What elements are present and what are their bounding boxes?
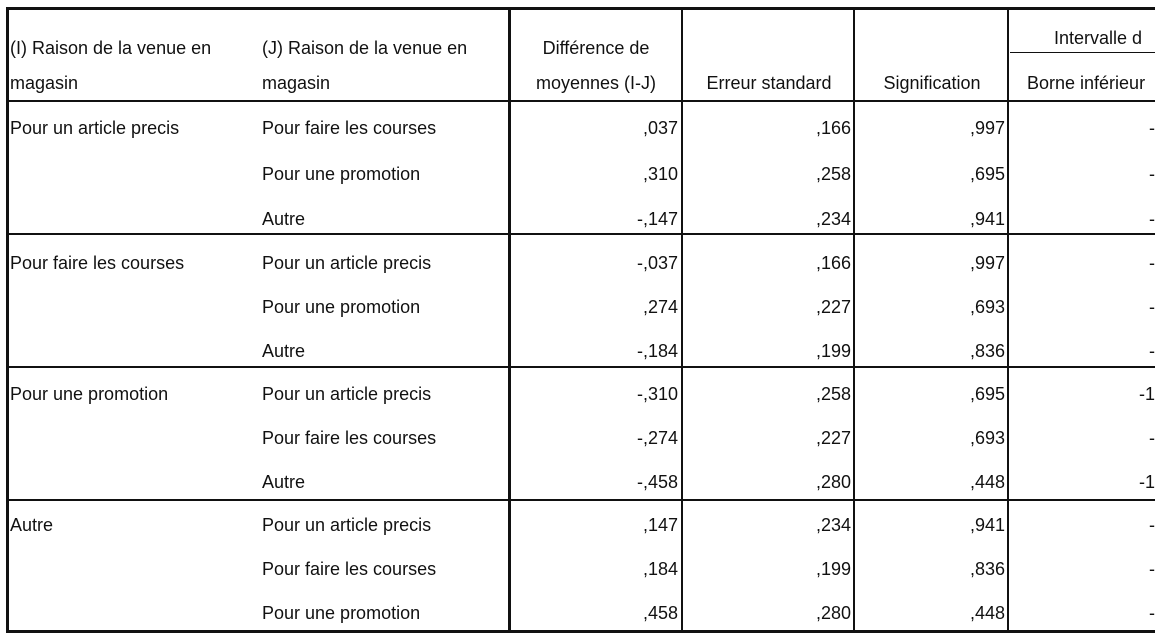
cell-lower: - <box>1149 209 1155 229</box>
cell-sig: ,836 <box>969 559 1005 579</box>
cell-se: ,227 <box>815 428 851 448</box>
header-j-line2: magasin <box>262 73 331 93</box>
cell-diff: ,147 <box>642 515 678 535</box>
cell-lower: - <box>1149 603 1155 623</box>
cell-diff: ,037 <box>642 118 678 138</box>
cell-j: Pour une promotion <box>262 164 421 184</box>
cell-j: Autre <box>262 472 306 492</box>
cell-j: Pour faire les courses <box>262 428 437 448</box>
cell-se: ,166 <box>815 118 851 138</box>
cell-sig: ,693 <box>969 428 1005 448</box>
cell-diff: -,147 <box>636 209 678 229</box>
group-label: Pour faire les courses <box>10 253 185 273</box>
header-i-line2: magasin <box>10 73 79 93</box>
group-label: Pour une promotion <box>10 384 169 404</box>
cell-diff: ,274 <box>642 297 678 317</box>
cell-diff: ,458 <box>642 603 678 623</box>
cell-se: ,258 <box>815 384 851 404</box>
cell-j: Pour une promotion <box>262 603 421 623</box>
cell-se: ,234 <box>815 209 851 229</box>
cell-diff: -,458 <box>636 472 678 492</box>
col-divider-se <box>681 7 683 633</box>
cell-sig: ,941 <box>969 209 1005 229</box>
cell-sig: ,941 <box>969 515 1005 535</box>
cell-se: ,258 <box>815 164 851 184</box>
cell-sig: ,695 <box>969 384 1005 404</box>
cell-j: Pour une promotion <box>262 297 421 317</box>
header-sig: Signification <box>883 73 981 93</box>
cell-j: Autre <box>262 209 306 229</box>
cell-diff: ,310 <box>642 164 678 184</box>
group-label: Autre <box>10 515 54 535</box>
cell-j: Pour un article precis <box>262 515 432 535</box>
cell-diff: -,274 <box>636 428 678 448</box>
header-rule <box>6 100 1155 102</box>
cell-se: ,280 <box>815 472 851 492</box>
cell-diff: -,184 <box>636 341 678 361</box>
cell-se: ,280 <box>815 603 851 623</box>
ci-divider <box>1010 52 1155 53</box>
cell-sig: ,997 <box>969 118 1005 138</box>
cell-lower: - <box>1149 297 1155 317</box>
cell-diff: -,310 <box>636 384 678 404</box>
cell-sig: ,448 <box>969 603 1005 623</box>
cell-j: Pour faire les courses <box>262 559 437 579</box>
cell-diff: -,037 <box>636 253 678 273</box>
cell-lower: - <box>1149 341 1155 361</box>
cell-j: Pour un article precis <box>262 384 432 404</box>
cell-se: ,166 <box>815 253 851 273</box>
cell-j: Pour un article precis <box>262 253 432 273</box>
cell-se: ,234 <box>815 515 851 535</box>
cell-sig: ,836 <box>969 341 1005 361</box>
col-divider-ci <box>1007 7 1009 633</box>
border-bottom <box>6 630 1155 633</box>
cell-lower: - <box>1149 118 1155 138</box>
col-divider-diff <box>508 7 511 633</box>
cell-sig: ,695 <box>969 164 1005 184</box>
group-rule <box>6 366 1155 368</box>
header-se: Erreur standard <box>706 73 832 93</box>
header-j-line1: (J) Raison de la venue en <box>262 38 468 58</box>
cell-j: Pour faire les courses <box>262 118 437 138</box>
cell-lower: - <box>1149 515 1155 535</box>
header-diff-line1: Différence de <box>542 38 650 58</box>
header-ci-lower: Borne inférieur <box>1027 73 1146 93</box>
group-rule <box>6 499 1155 501</box>
cell-diff: ,184 <box>642 559 678 579</box>
cell-sig: ,448 <box>969 472 1005 492</box>
cell-se: ,227 <box>815 297 851 317</box>
cell-lower: -1 <box>1138 384 1155 404</box>
cell-se: ,199 <box>815 559 851 579</box>
header-diff-line2: moyennes (I-J) <box>535 73 657 93</box>
cell-lower: -1 <box>1138 472 1155 492</box>
cell-se: ,199 <box>815 341 851 361</box>
header-ci-group: Intervalle d <box>1054 28 1143 48</box>
cell-sig: ,997 <box>969 253 1005 273</box>
cell-lower: - <box>1149 164 1155 184</box>
header-i-line1: (I) Raison de la venue en <box>10 38 212 58</box>
group-label: Pour un article precis <box>10 118 180 138</box>
group-rule <box>6 233 1155 235</box>
cell-sig: ,693 <box>969 297 1005 317</box>
cell-lower: - <box>1149 559 1155 579</box>
cell-j: Autre <box>262 341 306 361</box>
cell-lower: - <box>1149 428 1155 448</box>
col-divider-sig <box>853 7 855 633</box>
cell-lower: - <box>1149 253 1155 273</box>
border-top <box>6 7 1155 10</box>
